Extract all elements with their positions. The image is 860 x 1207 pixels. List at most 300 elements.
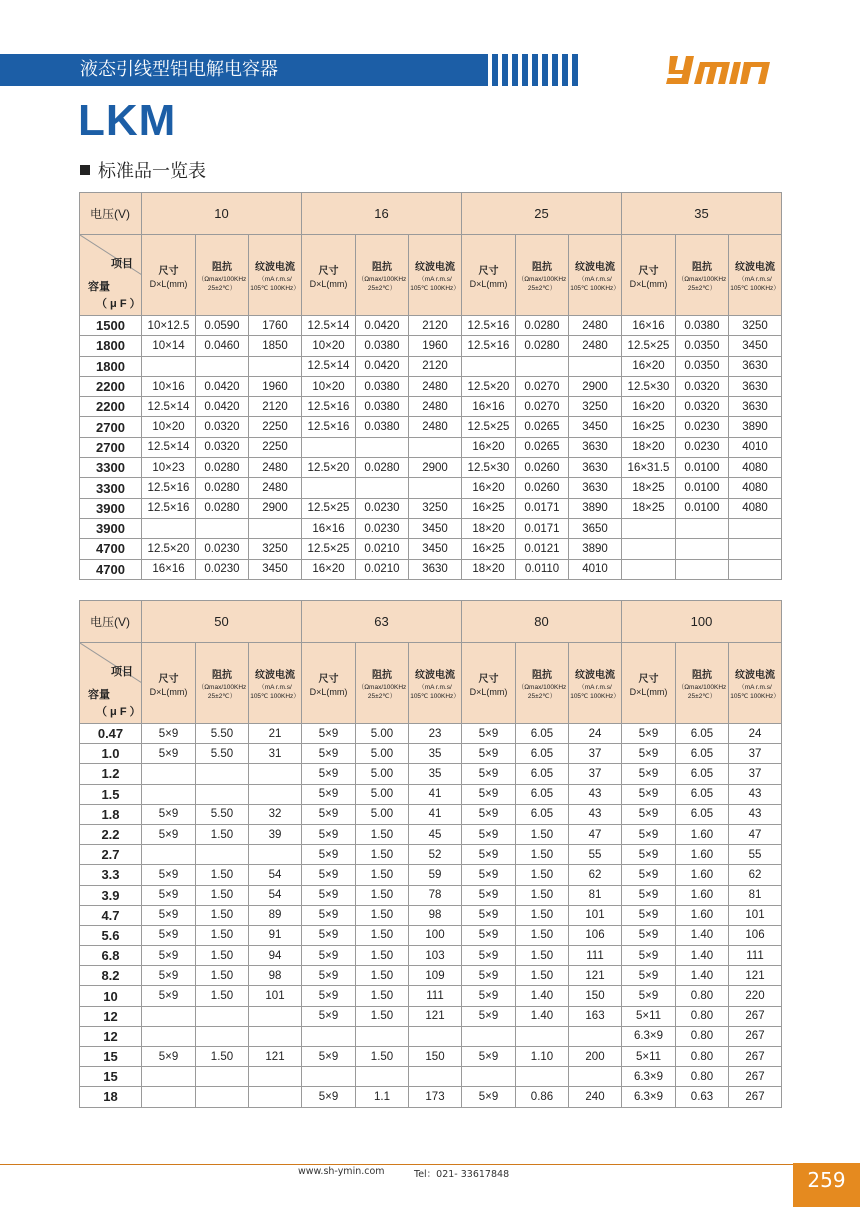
- impedance-cell: 1.50: [356, 1047, 409, 1067]
- size-cell: 12.5×16: [142, 478, 196, 498]
- ripple-cell: 3630: [729, 397, 782, 417]
- impedance-cell: 0.0320: [676, 397, 729, 417]
- ripple-cell: 55: [569, 845, 622, 865]
- size-cell: 5×9: [302, 946, 356, 966]
- ripple-cell: 3630: [729, 356, 782, 376]
- size-cell: 12.5×14: [142, 437, 196, 457]
- size-cell: 5×9: [462, 946, 516, 966]
- size-cell: [142, 1006, 196, 1026]
- impedance-title: 阻抗: [692, 669, 712, 681]
- size-title: 尺寸: [478, 265, 499, 277]
- ripple-cell: 62: [569, 865, 622, 885]
- impedance-cell: 0.0380: [356, 417, 409, 437]
- footer-url: www.sh-ymin.com: [298, 1166, 385, 1177]
- size-cell: 5×9: [462, 744, 516, 764]
- impedance-cell: 1.50: [516, 925, 569, 945]
- size-cell: 5×11: [622, 1006, 676, 1026]
- size-cell: 5×9: [622, 845, 676, 865]
- size-cell: 10×23: [142, 458, 196, 478]
- table-row: [80, 539, 782, 559]
- size-cell: 12.5×14: [302, 316, 356, 336]
- impedance-cell: [676, 539, 729, 559]
- capacitance-unit: （ μ F ）: [96, 706, 141, 718]
- capacitance-cell: 3900: [80, 498, 142, 518]
- ripple-cell: 121: [409, 1006, 462, 1026]
- size-cell: 5×9: [462, 1047, 516, 1067]
- ripple-cell: 94: [249, 946, 302, 966]
- size-cell: [302, 437, 356, 457]
- impedance-unit: （Ωmax/100KHz: [197, 683, 247, 691]
- size-unit: D×L(mm): [629, 278, 668, 289]
- ripple-cell: 2120: [409, 316, 462, 336]
- section-title: 标准品一览表: [98, 161, 206, 182]
- size-cell: 5×9: [622, 905, 676, 925]
- impedance-cell: 6.05: [676, 804, 729, 824]
- ripple-cell: 101: [249, 986, 302, 1006]
- voltage-header: 10: [142, 193, 302, 235]
- impedance-unit: （Ωmax/100KHz: [357, 275, 407, 283]
- ripple-cell: [249, 1067, 302, 1087]
- table-row: [80, 498, 782, 518]
- size-header: [622, 643, 676, 724]
- square-bullet-icon: [80, 165, 90, 175]
- impedance-header: [676, 643, 729, 724]
- ripple-cell: 2120: [409, 356, 462, 376]
- capacitance-cell: 1.5: [80, 784, 142, 804]
- capacitance-cell: 1.2: [80, 764, 142, 784]
- ripple-cell: 1960: [249, 376, 302, 396]
- ripple-cell: [409, 437, 462, 457]
- size-cell: 16×25: [462, 539, 516, 559]
- capacitance-cell: 1800: [80, 336, 142, 356]
- size-cell: 5×9: [462, 784, 516, 804]
- capacitance-cell: 1.0: [80, 744, 142, 764]
- capacitance-cell: 1800: [80, 356, 142, 376]
- table-row: [80, 316, 782, 336]
- size-cell: [622, 559, 676, 579]
- ripple-cell: [569, 1067, 622, 1087]
- ripple-cell: [249, 1026, 302, 1046]
- size-cell: 12.5×16: [462, 316, 516, 336]
- table-row: [80, 458, 782, 478]
- size-cell: 16×20: [462, 437, 516, 457]
- ripple-cell: 35: [409, 764, 462, 784]
- ripple-cell: 3450: [569, 417, 622, 437]
- ripple-cell: 109: [409, 966, 462, 986]
- size-cell: 5×9: [142, 824, 196, 844]
- impedance-cell: 1.50: [356, 885, 409, 905]
- ripple-cell: 150: [569, 986, 622, 1006]
- ripple-cell: 98: [409, 905, 462, 925]
- impedance-cell: 0.0380: [356, 336, 409, 356]
- ripple-cell: 47: [729, 824, 782, 844]
- size-cell: 5×9: [142, 966, 196, 986]
- impedance-cell: 0.0280: [196, 458, 249, 478]
- ripple-cell: 39: [249, 824, 302, 844]
- ripple-cell: 37: [729, 744, 782, 764]
- size-cell: 16×20: [462, 478, 516, 498]
- size-cell: 5×9: [462, 845, 516, 865]
- ripple-cell: 200: [569, 1047, 622, 1067]
- size-cell: 5×9: [302, 925, 356, 945]
- impedance-cell: 5.00: [356, 724, 409, 744]
- table-row: [80, 376, 782, 396]
- table-row: [80, 885, 782, 905]
- item-label: 项目: [111, 666, 133, 678]
- impedance-cell: 0.0270: [516, 397, 569, 417]
- ripple-cell: 3250: [409, 498, 462, 518]
- ripple-cell: 52: [409, 845, 462, 865]
- ripple-current-header: [249, 235, 302, 316]
- impedance-header: [516, 643, 569, 724]
- impedance-cell: 1.50: [516, 865, 569, 885]
- ripple-unit: （mA r.m.s/: [418, 275, 452, 283]
- size-cell: 5×9: [622, 966, 676, 986]
- ripple-cell: [569, 1026, 622, 1046]
- impedance-cell: 0.0260: [516, 458, 569, 478]
- ripple-cell: 81: [569, 885, 622, 905]
- ripple-cell: [729, 559, 782, 579]
- size-cell: 12.5×25: [302, 498, 356, 518]
- ripple-cell: [249, 764, 302, 784]
- ripple-cell: [409, 1026, 462, 1046]
- ripple-cell: 163: [569, 1006, 622, 1026]
- impedance-cell: 0.0230: [196, 559, 249, 579]
- ripple-title: 纹波电流: [735, 669, 775, 681]
- impedance-cell: 0.0590: [196, 316, 249, 336]
- table-row: [80, 804, 782, 824]
- size-cell: 16×20: [622, 356, 676, 376]
- capacitance-cell: 2700: [80, 417, 142, 437]
- table-row: [80, 946, 782, 966]
- ripple-cell: 101: [729, 905, 782, 925]
- capacitance-cell: 3.9: [80, 885, 142, 905]
- ripple-current-header: [569, 235, 622, 316]
- impedance-unit: 25±2℃）: [207, 692, 237, 700]
- impedance-cell: 0.0320: [196, 417, 249, 437]
- size-title: 尺寸: [478, 673, 499, 685]
- table-row: [80, 437, 782, 457]
- impedance-cell: 1.40: [676, 946, 729, 966]
- ripple-cell: [409, 478, 462, 498]
- impedance-cell: [196, 1006, 249, 1026]
- impedance-cell: [516, 356, 569, 376]
- impedance-unit: 25±2℃）: [687, 284, 717, 292]
- impedance-cell: 1.50: [196, 865, 249, 885]
- ripple-title: 纹波电流: [415, 261, 455, 273]
- ripple-cell: 98: [249, 966, 302, 986]
- size-cell: 12.5×30: [622, 376, 676, 396]
- ripple-cell: 91: [249, 925, 302, 945]
- impedance-cell: 1.50: [356, 865, 409, 885]
- impedance-cell: 5.50: [196, 724, 249, 744]
- ripple-cell: 23: [409, 724, 462, 744]
- capacitance-cell: 1500: [80, 316, 142, 336]
- size-cell: [142, 1087, 196, 1107]
- impedance-cell: 6.05: [516, 784, 569, 804]
- ripple-cell: 267: [729, 1087, 782, 1107]
- table-row: [80, 518, 782, 538]
- ripple-title: 纹波电流: [415, 669, 455, 681]
- table-row: [80, 417, 782, 437]
- voltage-header: 25: [462, 193, 622, 235]
- ripple-current-header: [729, 235, 782, 316]
- size-cell: 18×25: [622, 498, 676, 518]
- capacitance-cell: 5.6: [80, 925, 142, 945]
- table-row: [80, 845, 782, 865]
- capacitance-cell: 2.2: [80, 824, 142, 844]
- impedance-cell: 0.0380: [356, 376, 409, 396]
- ripple-cell: 41: [409, 804, 462, 824]
- capacitance-cell: 2200: [80, 397, 142, 417]
- ripple-cell: 3450: [409, 539, 462, 559]
- ripple-cell: 3250: [729, 316, 782, 336]
- size-cell: 5×9: [302, 1087, 356, 1107]
- size-cell: 5×9: [302, 744, 356, 764]
- ymin-logo: [666, 52, 782, 88]
- size-cell: [142, 764, 196, 784]
- ripple-cell: 2900: [409, 458, 462, 478]
- impedance-cell: 6.05: [516, 804, 569, 824]
- ripple-cell: 111: [729, 946, 782, 966]
- impedance-unit: 25±2℃）: [207, 284, 237, 292]
- table-row: [80, 1047, 782, 1067]
- size-cell: 12.5×25: [622, 336, 676, 356]
- ripple-cell: 121: [249, 1047, 302, 1067]
- capacitance-cell: 3.3: [80, 865, 142, 885]
- impedance-cell: 1.50: [356, 946, 409, 966]
- size-cell: [622, 518, 676, 538]
- capacitance-cell: 15: [80, 1067, 142, 1087]
- size-cell: 5×9: [622, 925, 676, 945]
- impedance-cell: 5.00: [356, 744, 409, 764]
- size-cell: 5×9: [462, 905, 516, 925]
- impedance-cell: 6.05: [516, 744, 569, 764]
- capacitance-cell: 3900: [80, 518, 142, 538]
- ripple-unit: 105℃ 100KHz）: [570, 284, 620, 292]
- size-cell: 5×11: [622, 1047, 676, 1067]
- impedance-header: [356, 235, 409, 316]
- size-cell: 5×9: [462, 804, 516, 824]
- ripple-cell: 3630: [729, 376, 782, 396]
- voltage-label: 电压(V): [80, 193, 142, 235]
- ripple-cell: 111: [409, 986, 462, 1006]
- size-cell: 12.5×25: [462, 417, 516, 437]
- size-cell: 5×9: [622, 804, 676, 824]
- impedance-cell: 0.0270: [516, 376, 569, 396]
- impedance-cell: 0.0420: [196, 397, 249, 417]
- impedance-header: [356, 643, 409, 724]
- size-cell: 12.5×25: [302, 539, 356, 559]
- voltage-header: 16: [302, 193, 462, 235]
- size-cell: 5×9: [462, 764, 516, 784]
- ripple-cell: 89: [249, 905, 302, 925]
- impedance-cell: 1.60: [676, 865, 729, 885]
- impedance-cell: 5.00: [356, 784, 409, 804]
- voltage-header: 80: [462, 601, 622, 643]
- capacitance-cell: 6.8: [80, 946, 142, 966]
- capacitance-cell: 3300: [80, 478, 142, 498]
- impedance-cell: 0.86: [516, 1087, 569, 1107]
- impedance-cell: 0.80: [676, 1067, 729, 1087]
- capacitance-cell: 4700: [80, 539, 142, 559]
- ripple-cell: 267: [729, 1047, 782, 1067]
- impedance-cell: 6.05: [676, 764, 729, 784]
- impedance-cell: 1.60: [676, 905, 729, 925]
- ripple-cell: 2480: [569, 316, 622, 336]
- impedance-cell: 1.40: [676, 925, 729, 945]
- ripple-cell: 4010: [729, 437, 782, 457]
- size-cell: [462, 1067, 516, 1087]
- size-cell: 12.5×14: [302, 356, 356, 376]
- ripple-cell: 2480: [409, 376, 462, 396]
- size-cell: 10×20: [302, 376, 356, 396]
- impedance-cell: 1.1: [356, 1087, 409, 1107]
- impedance-cell: 0.0210: [356, 559, 409, 579]
- corner-header-cell: [80, 643, 142, 724]
- size-cell: 5×9: [142, 865, 196, 885]
- impedance-cell: 0.0210: [356, 539, 409, 559]
- impedance-cell: 0.0100: [676, 458, 729, 478]
- ripple-cell: 2250: [249, 437, 302, 457]
- ripple-cell: 59: [409, 865, 462, 885]
- impedance-cell: [676, 518, 729, 538]
- size-cell: 5×9: [142, 804, 196, 824]
- impedance-cell: [356, 437, 409, 457]
- ripple-cell: 267: [729, 1026, 782, 1046]
- size-cell: 5×9: [462, 724, 516, 744]
- size-cell: [462, 1026, 516, 1046]
- ripple-cell: 45: [409, 824, 462, 844]
- table-row: [80, 478, 782, 498]
- voltage-header: 63: [302, 601, 462, 643]
- impedance-cell: 6.05: [676, 744, 729, 764]
- impedance-title: 阻抗: [212, 669, 232, 681]
- impedance-cell: 1.50: [196, 1047, 249, 1067]
- impedance-cell: 0.80: [676, 1026, 729, 1046]
- impedance-title: 阻抗: [532, 669, 552, 681]
- ripple-cell: 37: [569, 764, 622, 784]
- size-cell: 5×9: [302, 966, 356, 986]
- ripple-cell: 1850: [249, 336, 302, 356]
- size-cell: 12.5×20: [302, 458, 356, 478]
- impedance-cell: 5.50: [196, 744, 249, 764]
- impedance-cell: 0.0280: [196, 498, 249, 518]
- impedance-cell: 0.63: [676, 1087, 729, 1107]
- size-cell: 5×9: [302, 824, 356, 844]
- ripple-unit: 105℃ 100KHz）: [730, 692, 780, 700]
- ripple-cell: 2900: [569, 376, 622, 396]
- impedance-cell: 1.50: [196, 824, 249, 844]
- ripple-unit: （mA r.m.s/: [578, 275, 612, 283]
- impedance-unit: 25±2℃）: [527, 284, 557, 292]
- impedance-cell: 1.40: [516, 1006, 569, 1026]
- ripple-cell: [249, 518, 302, 538]
- ripple-cell: 81: [729, 885, 782, 905]
- voltage-label: 电压(V): [80, 601, 142, 643]
- impedance-cell: [196, 1026, 249, 1046]
- size-cell: 12.5×20: [142, 539, 196, 559]
- table-row: [80, 336, 782, 356]
- size-cell: 18×20: [462, 518, 516, 538]
- impedance-cell: 0.0280: [196, 478, 249, 498]
- ripple-cell: 3630: [409, 559, 462, 579]
- size-cell: 18×25: [622, 478, 676, 498]
- ripple-cell: 4080: [729, 478, 782, 498]
- table-row: [80, 784, 782, 804]
- ripple-unit: 105℃ 100KHz）: [570, 692, 620, 700]
- ripple-cell: 100: [409, 925, 462, 945]
- size-cell: 5×9: [142, 986, 196, 1006]
- size-cell: 12.5×16: [302, 417, 356, 437]
- size-unit: D×L(mm): [309, 686, 348, 697]
- size-cell: 5×9: [622, 946, 676, 966]
- impedance-cell: 1.50: [516, 966, 569, 986]
- impedance-cell: 0.0420: [196, 376, 249, 396]
- size-cell: 5×9: [302, 845, 356, 865]
- impedance-cell: [356, 478, 409, 498]
- ripple-cell: 37: [569, 744, 622, 764]
- impedance-cell: 0.0280: [356, 458, 409, 478]
- impedance-cell: 1.50: [356, 845, 409, 865]
- size-cell: [462, 356, 516, 376]
- size-cell: 16×16: [142, 559, 196, 579]
- ripple-cell: [249, 845, 302, 865]
- ripple-cell: 103: [409, 946, 462, 966]
- impedance-cell: 0.0320: [196, 437, 249, 457]
- ripple-unit: 105℃ 100KHz）: [410, 692, 460, 700]
- impedance-cell: 0.0420: [356, 316, 409, 336]
- size-unit: D×L(mm): [149, 278, 188, 289]
- size-cell: 5×9: [462, 1006, 516, 1026]
- impedance-cell: [196, 356, 249, 376]
- size-cell: 5×9: [302, 724, 356, 744]
- size-cell: [622, 539, 676, 559]
- impedance-cell: [196, 1067, 249, 1087]
- impedance-cell: 0.0280: [516, 316, 569, 336]
- ripple-cell: 43: [729, 784, 782, 804]
- size-cell: 12.5×16: [462, 336, 516, 356]
- capacitance-label: 容量: [88, 281, 110, 293]
- ripple-cell: 121: [569, 966, 622, 986]
- impedance-cell: 1.50: [196, 925, 249, 945]
- capacitance-unit: （ μ F ）: [96, 298, 141, 310]
- size-cell: 5×9: [142, 946, 196, 966]
- size-cell: 6.3×9: [622, 1067, 676, 1087]
- impedance-cell: 1.60: [676, 845, 729, 865]
- impedance-cell: 1.40: [516, 986, 569, 1006]
- impedance-title: 阻抗: [692, 261, 712, 273]
- impedance-cell: 1.60: [676, 885, 729, 905]
- impedance-cell: 1.50: [356, 986, 409, 1006]
- size-cell: 12.5×30: [462, 458, 516, 478]
- size-cell: 6.3×9: [622, 1026, 676, 1046]
- impedance-title: 阻抗: [212, 261, 232, 273]
- ripple-cell: 3890: [729, 417, 782, 437]
- spec-table-low-voltage: [79, 192, 782, 580]
- impedance-cell: 0.0350: [676, 336, 729, 356]
- size-cell: 5×9: [462, 925, 516, 945]
- ripple-cell: 1760: [249, 316, 302, 336]
- ripple-cell: 106: [729, 925, 782, 945]
- size-cell: 16×31.5: [622, 458, 676, 478]
- capacitance-cell: 8.2: [80, 966, 142, 986]
- ripple-unit: （mA r.m.s/: [418, 683, 452, 691]
- capacitance-cell: 2200: [80, 376, 142, 396]
- capacitance-cell: 4.7: [80, 905, 142, 925]
- ripple-cell: 43: [729, 804, 782, 824]
- table-row: [80, 824, 782, 844]
